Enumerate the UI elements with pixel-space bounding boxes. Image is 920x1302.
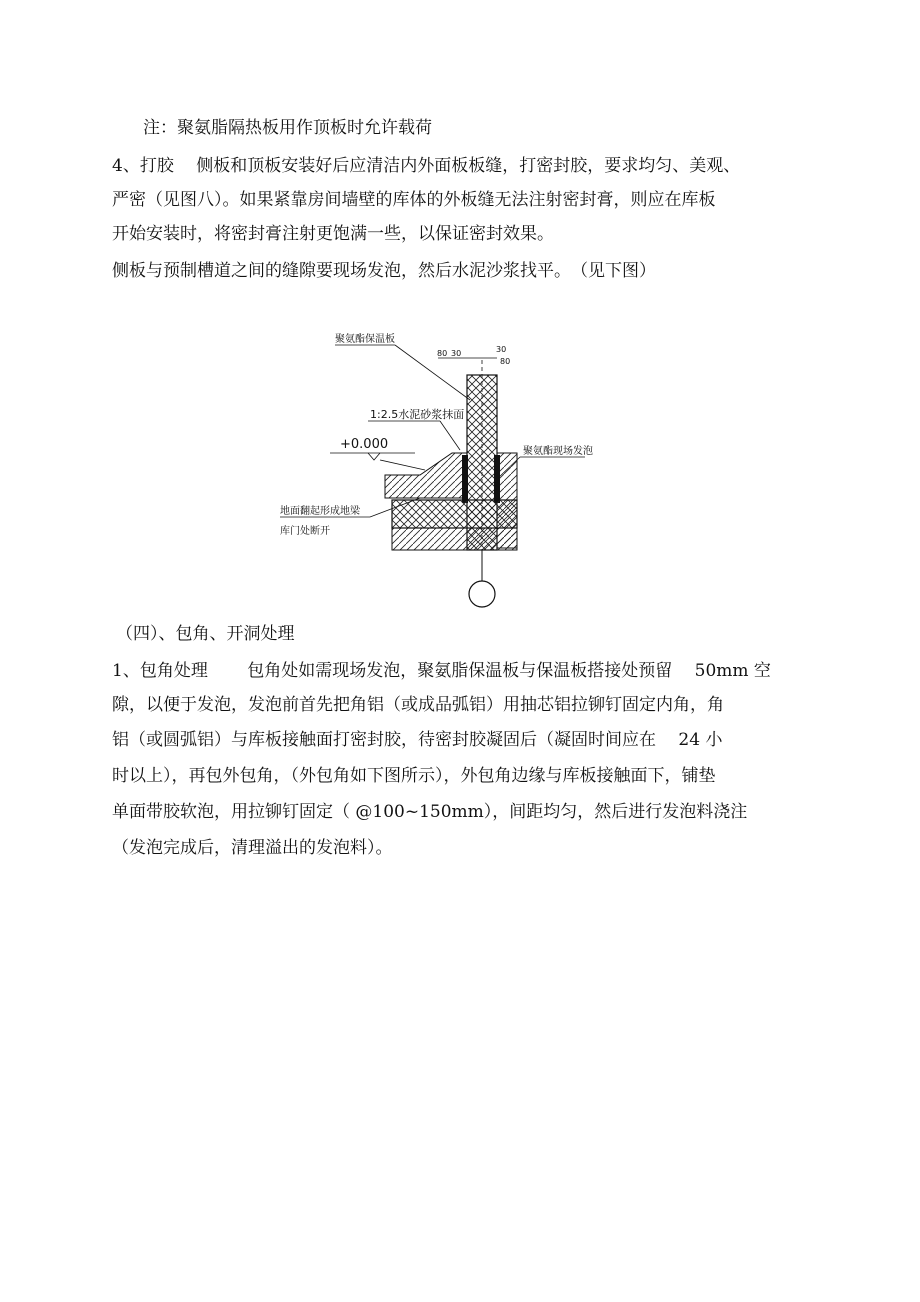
- paragraph-glue-line-4: 侧板与预制槽道之间的缝隙要现场发泡，然后水泥沙浆找平。 （见下图）: [112, 261, 656, 281]
- paragraph-corner-line-3: 铝（或圆弧铝）与库板接触面打密封胶，待密封胶凝固后（凝固时间应在 24 小: [112, 730, 723, 750]
- paragraph-corner-line-4: 时以上），再包外包角，（外包角如下图所示），外包角边缘与库板接触面下，铺垫: [112, 766, 716, 786]
- left-seal-bar-shape: [462, 455, 468, 503]
- paragraph-glue-line-3: 开始安装时，将密封膏注射更饱满一些，以保证密封效果。: [112, 224, 554, 244]
- dim-right-b: 80: [500, 357, 511, 366]
- dim-left-a: 80: [437, 349, 448, 358]
- dim-left-b: 30: [451, 349, 462, 358]
- paragraph-glue-line-2: 严密（见图八）。如果紧靠房间墙壁的库体的外板缝无法注射密封膏，则应在库板: [112, 190, 716, 210]
- dim-right-a: 30: [496, 345, 507, 354]
- axis-circle-marker: [469, 581, 495, 607]
- paragraph-glue-line-1: 4、打胶 侧板和顶板安装好后应清洁内外面板板缝，打密封胶，要求均匀、美观、: [112, 156, 741, 176]
- paragraph-corner-line-6: （发泡完成后，清理溢出的发泡料）。: [112, 838, 393, 858]
- label-beam: 地面翻起形成地梁: [280, 506, 360, 517]
- label-foam: 聚氨酯现场发泡: [523, 446, 593, 457]
- paragraph-corner-line-2: 隙，以便于发泡，发泡前首先把角铝（或成品弧铝）用抽芯铝拉铆钉固定内角，角: [112, 695, 724, 715]
- label-mortar: 1:2.5水泥砂浆抹面: [370, 408, 465, 421]
- paragraph-corner-line-1: 1、包角处理 包角处如需现场发泡，聚氨脂保温板与保温板搭接处预留 50mm 空: [112, 661, 771, 681]
- floor-insulation-shape: [392, 500, 517, 528]
- base-concrete-shape: [392, 528, 517, 550]
- label-level: +0.000: [340, 437, 389, 452]
- section-corner-heading: （四）、包角、开洞处理: [116, 624, 295, 644]
- label-top: 聚氨酯保温板: [335, 334, 395, 345]
- left-mortar-shape: [385, 453, 467, 498]
- wall-floor-section-figure: [280, 320, 620, 610]
- note-line: 注：聚氨脂隔热板用作顶板时允许载荷: [143, 118, 432, 138]
- section-drawing: [280, 320, 620, 610]
- paragraph-corner-line-5: 单面带胶软泡，用拉铆钉固定（ @100~150mm），间距均匀，然后进行发泡料浇注: [112, 802, 748, 822]
- label-door: 库门处断开: [280, 526, 330, 537]
